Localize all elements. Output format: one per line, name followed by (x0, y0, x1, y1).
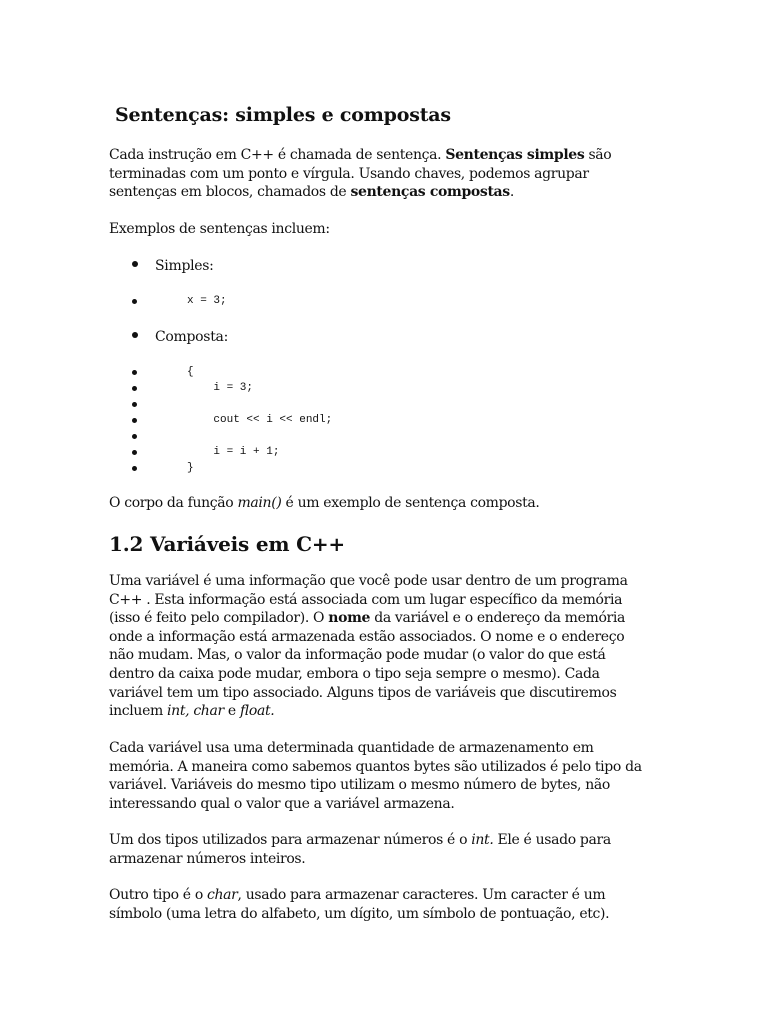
code-line: } (132, 460, 158, 476)
code-line-simple: x = 3; (132, 293, 158, 309)
intro-line-2: terminadas com um ponto e vírgula. Usando chaves, podemos agrupar (109, 165, 589, 182)
section-heading-variaveis: 1.2 Variáveis em C++ (109, 532, 345, 556)
variables-paragraph-2: Cada variável usa uma determinada quantidade de armazenamento em memória. A maneira como sabemos quantos bytes são utilizados é pelo tipo da variável. Variáveis do mesmo tipo utilizam o mesmo número de bytes, não interessando qual o valor que a variável armazena. (109, 740, 642, 812)
variables-paragraph-1: Uma variável é uma informação que você pode usar dentro de um programa C++ . Esta informação está associada com um lugar específico da memória (isso é feito pelo compilador). O nome da variável e o endereço da memória onde a informação está armazenada estão associados. O nome e o endereço não mudam. Mas, o valor da informação pode mudar (o valor do que está dentro da caixa pode mudar, embora o tipo seja sempre o mesmo). Cada variável tem um tipo associado. Alguns tipos de variáveis que discutiremos incluem int, char e float. (109, 573, 628, 720)
bullet-dot (132, 402, 137, 407)
section-heading-sentencas: Sentenças: simples e compostas (115, 104, 451, 126)
code-line (132, 396, 158, 412)
code-line: cout << i << endl; (132, 412, 158, 428)
bullet-dot (132, 418, 137, 423)
bullet-dot (132, 332, 138, 338)
code-line (132, 428, 158, 444)
bullet-dot (132, 370, 137, 375)
code-line: i = i + 1; (132, 444, 158, 460)
code-line: i = 3; (132, 380, 158, 396)
bullet-dot (132, 434, 137, 439)
bullet-simple: Simples: (132, 257, 214, 275)
closing-paragraph: O corpo da função main() é um exemplo de sentença composta. (109, 495, 540, 511)
bullet-compound: Composta: (132, 328, 228, 346)
bullet-dot (132, 466, 137, 471)
bullet-dot (132, 261, 138, 267)
intro-line-1: Cada instrução em C++ é chamada de sentença. Sentenças simples são (109, 147, 612, 163)
bullet-dot (132, 386, 137, 391)
bullet-dot (132, 450, 137, 455)
variables-paragraph-int: Um dos tipos utilizados para armazenar números é o int. Ele é usado para armazenar números inteiros. (109, 832, 611, 867)
code-line: { (132, 364, 158, 380)
examples-intro: Exemplos de sentenças incluem: (109, 221, 330, 237)
intro-paragraph (109, 146, 669, 202)
bullet-dot (132, 299, 137, 304)
variables-paragraph-char: Outro tipo é o char, usado para armazenar caracteres. Um caracter é um símbolo (uma letra do alfabeto, um dígito, um símbolo de pontuação, etc). (109, 887, 610, 922)
intro-line-3: sentenças em blocos, chamados de sentenças compostas. (109, 184, 514, 201)
